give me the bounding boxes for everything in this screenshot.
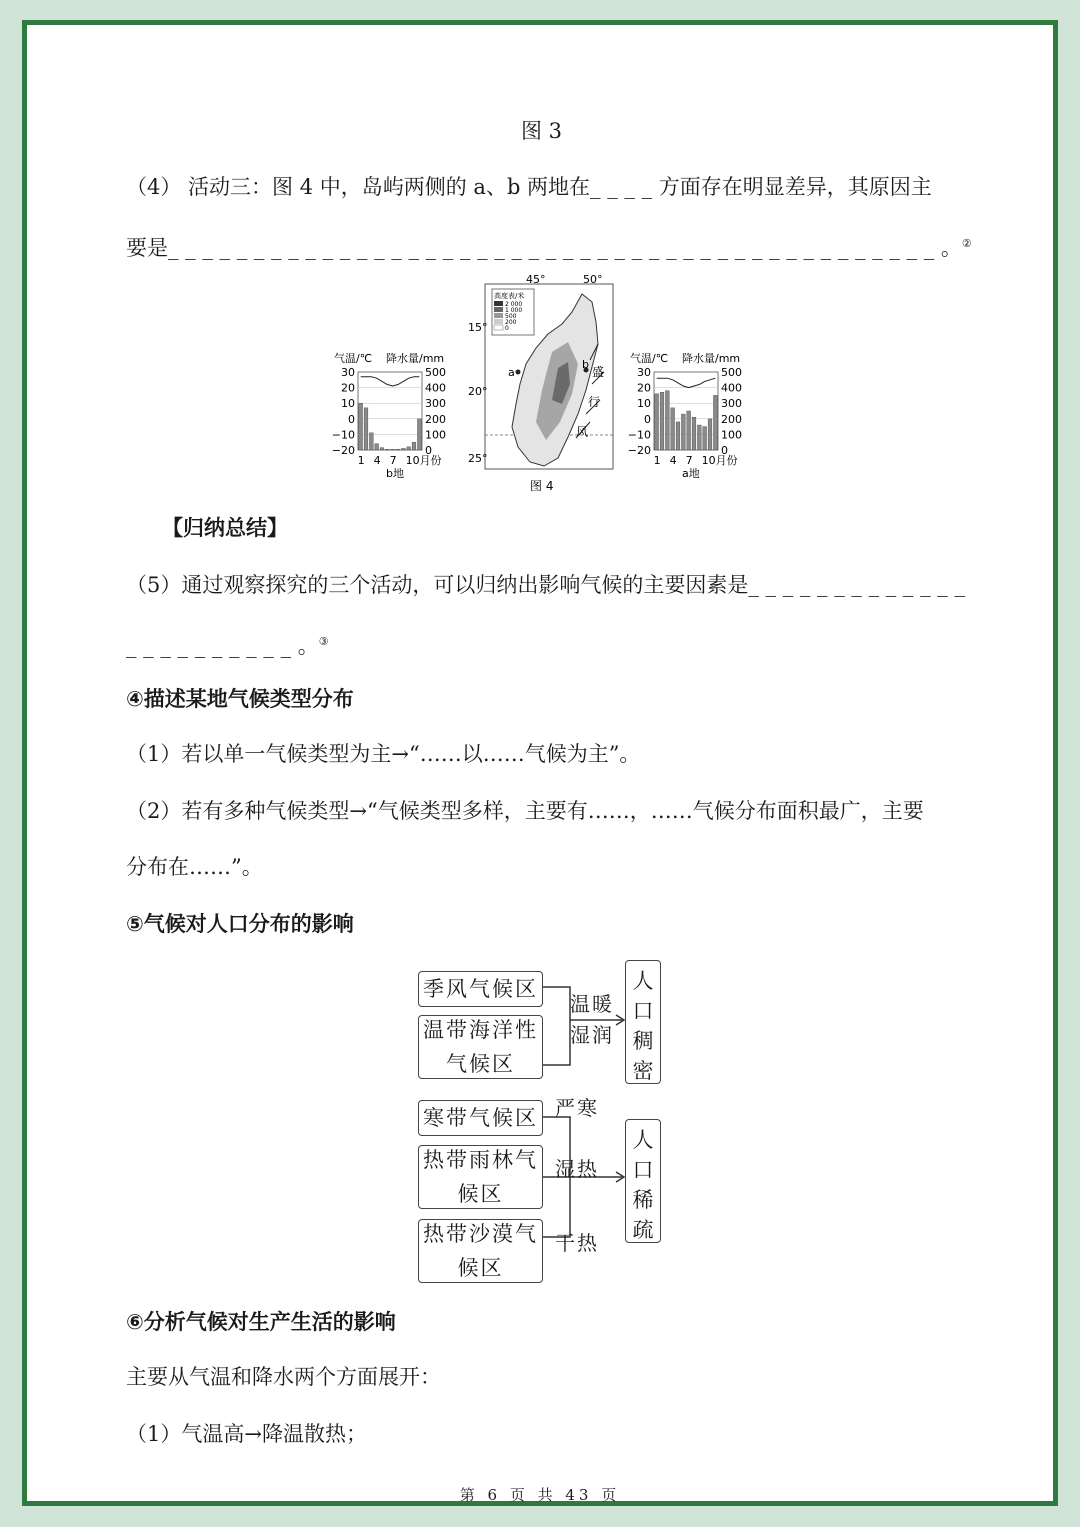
box-monsoon-climate: 季风气候区 — [418, 971, 543, 1007]
legend-label-1: 1 000 — [505, 307, 523, 314]
chart-a-precip-bar-4 — [671, 408, 675, 450]
chart-b-precip-bar-11 — [412, 442, 416, 450]
chart-b-precip-bar-5 — [380, 448, 384, 450]
chart-b-temp-line — [361, 377, 420, 386]
chart-a-precip-bar-3 — [665, 391, 669, 450]
section-4-point-2b: 分布在……”。 — [126, 855, 263, 879]
chart-a-precip-tick-2: 300 — [721, 397, 742, 411]
chart-b-precip-bar-6 — [385, 449, 389, 450]
section-4-point-1: （1）若以单一气候类型为主→“……以……气候为主”。 — [126, 742, 641, 766]
question-4-line-2: 要是_ _ _ _ _ _ _ _ _ _ _ _ _ _ _ _ _ _ _ _ _ _ _ _ _ _ _ _ _ _ _ _ _ _ _ _ _ _ _ _ _ _ _ _ _ 。② — [126, 236, 972, 260]
question-5-line-2: _ _ _ _ _ _ _ _ _ _ 。③ — [126, 634, 329, 658]
chart-b-precip-bar-4 — [375, 444, 379, 450]
chart-b-temp-tick-3: 0 — [348, 412, 355, 426]
chart-b — [332, 366, 446, 467]
a-temp-axis-label: 气温/℃ — [630, 352, 669, 365]
chart-a-precip-tick-5: 0 — [721, 444, 728, 457]
figure-4-svg — [320, 272, 770, 500]
chart-a-precip-bar-11 — [708, 419, 712, 450]
box-tropical-desert-line-2: 候区 — [457, 1256, 504, 1280]
box-tropical-desert-line-1: 热带沙漠气 — [423, 1222, 538, 1246]
chart-b-precip-bar-9 — [401, 448, 405, 450]
label-humid: 湿润 — [570, 1023, 614, 1047]
legend-swatch-500 — [494, 313, 503, 318]
chart-b-precip-bar-3 — [369, 433, 373, 450]
chart-b-temp-tick-4: −10 — [331, 428, 355, 442]
chart-a-precip-bar-9 — [697, 425, 701, 450]
population-diagram — [410, 955, 680, 1290]
chart-b-month-tick-1: 4 — [373, 454, 381, 467]
chart-a-precip-bar-12 — [713, 395, 717, 450]
chart-b-precip-bar-12 — [417, 419, 421, 450]
map-lon-50: 50° — [583, 273, 603, 286]
chart-a-precip-tick-1: 400 — [721, 381, 742, 395]
chart-a-precip-bar-10 — [703, 427, 707, 450]
chart-a-precip-bar-6 — [681, 414, 685, 450]
section-6-point-1: （1）气温高→降温散热； — [126, 1422, 367, 1446]
question-4-line-1: （4） 活动三：图 4 中，岛屿两侧的 a、b 两地在_ _ _ _ 方面存在明显差异，其原因主 — [126, 175, 932, 199]
legend-label-3: 200 — [505, 319, 517, 326]
chart-b-precip-bar-1 — [359, 403, 363, 450]
box-temperate-maritime — [418, 1015, 543, 1079]
box-temperate-maritime-line-1: 温带海洋性 — [423, 1018, 538, 1042]
legend-label-2: 500 — [505, 313, 517, 320]
box-cold-climate: 寒带气候区 — [418, 1100, 543, 1136]
figure-3-caption: 图 3 — [521, 119, 563, 143]
chart-b-month-tick-0: 1 — [357, 454, 365, 467]
chart-a-temp-tick-0: 30 — [637, 366, 651, 379]
chart-a-precip-bar-7 — [687, 411, 691, 450]
box-tropical-rainforest-line-1: 热带雨林气 — [423, 1148, 538, 1172]
footnote-mark-3: ③ — [318, 635, 329, 648]
chart-b-temp-tick-5: −20 — [331, 444, 355, 457]
chart-b-month-tick-2: 7 — [389, 454, 397, 467]
chart-a-temp-line — [657, 378, 716, 387]
wind-char-1: 盛 — [592, 365, 605, 379]
chart-a-precip-bar-1 — [655, 394, 659, 450]
chart-a-month-tick-0: 1 — [653, 454, 661, 467]
chart-a-temp-tick-5: −20 — [627, 444, 651, 457]
label-warm: 温暖 — [570, 992, 614, 1016]
point-b-label: a — [508, 366, 515, 379]
chart-b-temp-tick-1: 20 — [341, 381, 355, 395]
chart-b-precip-tick-4: 100 — [425, 428, 446, 442]
chart-a-temp-tick-2: 10 — [637, 397, 651, 411]
chart-b-precip-bar-10 — [407, 447, 411, 450]
map-lat-20: 20° — [468, 385, 488, 398]
chart-b-precip-bar-7 — [391, 449, 395, 450]
chart-a-label: a地 — [682, 467, 700, 480]
box-tropical-desert — [418, 1219, 543, 1283]
chart-b-precip-tick-2: 300 — [425, 397, 446, 411]
figure-4 — [320, 272, 770, 500]
chart-a-month-tick-3: 10月份 — [701, 454, 738, 467]
chart-a — [628, 366, 742, 467]
chart-b-precip-bar-8 — [396, 449, 400, 450]
chart-b-precip-tick-1: 400 — [425, 381, 446, 395]
legend-swatch-0 — [494, 325, 503, 330]
chart-a-precip-tick-0: 500 — [721, 366, 742, 379]
box-dense-population: 人 口 稠 密 — [625, 960, 661, 1084]
chart-b-month-tick-3: 10月份 — [405, 454, 442, 467]
chart-a-precip-bar-8 — [692, 417, 696, 450]
b-temp-axis-label: 气温/℃ — [334, 352, 373, 365]
chart-a-temp-tick-4: −10 — [627, 428, 651, 442]
chart-b-precip-tick-3: 200 — [425, 412, 446, 426]
chart-a-temp-tick-3: 0 — [644, 412, 651, 426]
legend-label-0: 2 000 — [505, 301, 523, 308]
chart-a-precip-tick-3: 200 — [721, 412, 742, 426]
chart-a-precip-bar-2 — [660, 392, 664, 450]
label-hot-humid: 湿热 — [555, 1157, 599, 1181]
chart-b-precip-tick-5: 0 — [425, 444, 432, 457]
chart-b-precip-tick-0: 500 — [425, 366, 446, 379]
section-4-heading: ④描述某地气候类型分布 — [126, 687, 354, 711]
legend-swatch-200 — [494, 319, 503, 324]
box-sparse-population: 人 口 稀 疏 — [625, 1119, 661, 1243]
legend-swatch-2000 — [494, 301, 503, 306]
map-lon-45: 45° — [526, 273, 546, 286]
label-severe-cold: 严寒 — [555, 1096, 599, 1120]
chart-a-month-tick-2: 7 — [685, 454, 693, 467]
section-5-heading: ⑤气候对人口分布的影响 — [126, 912, 354, 936]
chart-a-precip-tick-4: 100 — [721, 428, 742, 442]
label-hot-dry: 干热 — [555, 1231, 599, 1255]
wind-char-3: 风 — [576, 425, 589, 439]
figure-4-caption: 图 4 — [530, 479, 554, 493]
section-6-intro: 主要从气温和降水两个方面展开： — [126, 1365, 441, 1389]
box-temperate-maritime-line-2: 气候区 — [446, 1052, 515, 1076]
wind-char-2: 行 — [588, 395, 601, 409]
section-4-point-2a: （2）若有多种气候类型→“气候类型多样，主要有……，……气候分布面积最广，主要 — [126, 799, 924, 823]
box-tropical-rainforest — [418, 1145, 543, 1209]
map-legend-title: 高度表/米 — [494, 292, 525, 300]
summary-heading: 【归纳总结】 — [162, 516, 288, 540]
footnote-mark-2: ② — [961, 237, 972, 250]
map-lat-25: 25° — [468, 452, 488, 465]
chart-b-temp-tick-2: 10 — [341, 397, 355, 411]
page-footer: 第 6 页 共 43 页 — [459, 1486, 621, 1504]
box-tropical-rainforest-line-2: 候区 — [457, 1182, 504, 1206]
chart-a-precip-bar-5 — [676, 422, 680, 450]
section-6-heading: ⑥分析气候对生产生活的影响 — [126, 1310, 396, 1334]
b-precip-axis-label: 降水量/mm — [386, 352, 445, 365]
chart-b-temp-tick-0: 30 — [341, 366, 355, 379]
a-precip-axis-label: 降水量/mm — [682, 352, 741, 365]
point-a-label: b — [582, 358, 589, 371]
question-5-line-1: （5）通过观察探究的三个活动，可以归纳出影响气候的主要因素是_ _ _ _ _ _ _ _ _ _ _ _ _ — [126, 573, 965, 597]
chart-a-month-tick-1: 4 — [669, 454, 677, 467]
legend-swatch-1000 — [494, 307, 503, 312]
point-b-marker — [516, 370, 521, 375]
chart-a-temp-tick-1: 20 — [637, 381, 651, 395]
map-lat-15: 15° — [468, 321, 488, 334]
chart-b-label: b地 — [386, 467, 404, 480]
chart-b-precip-bar-2 — [364, 408, 368, 450]
legend-label-4: 0 — [505, 325, 509, 332]
